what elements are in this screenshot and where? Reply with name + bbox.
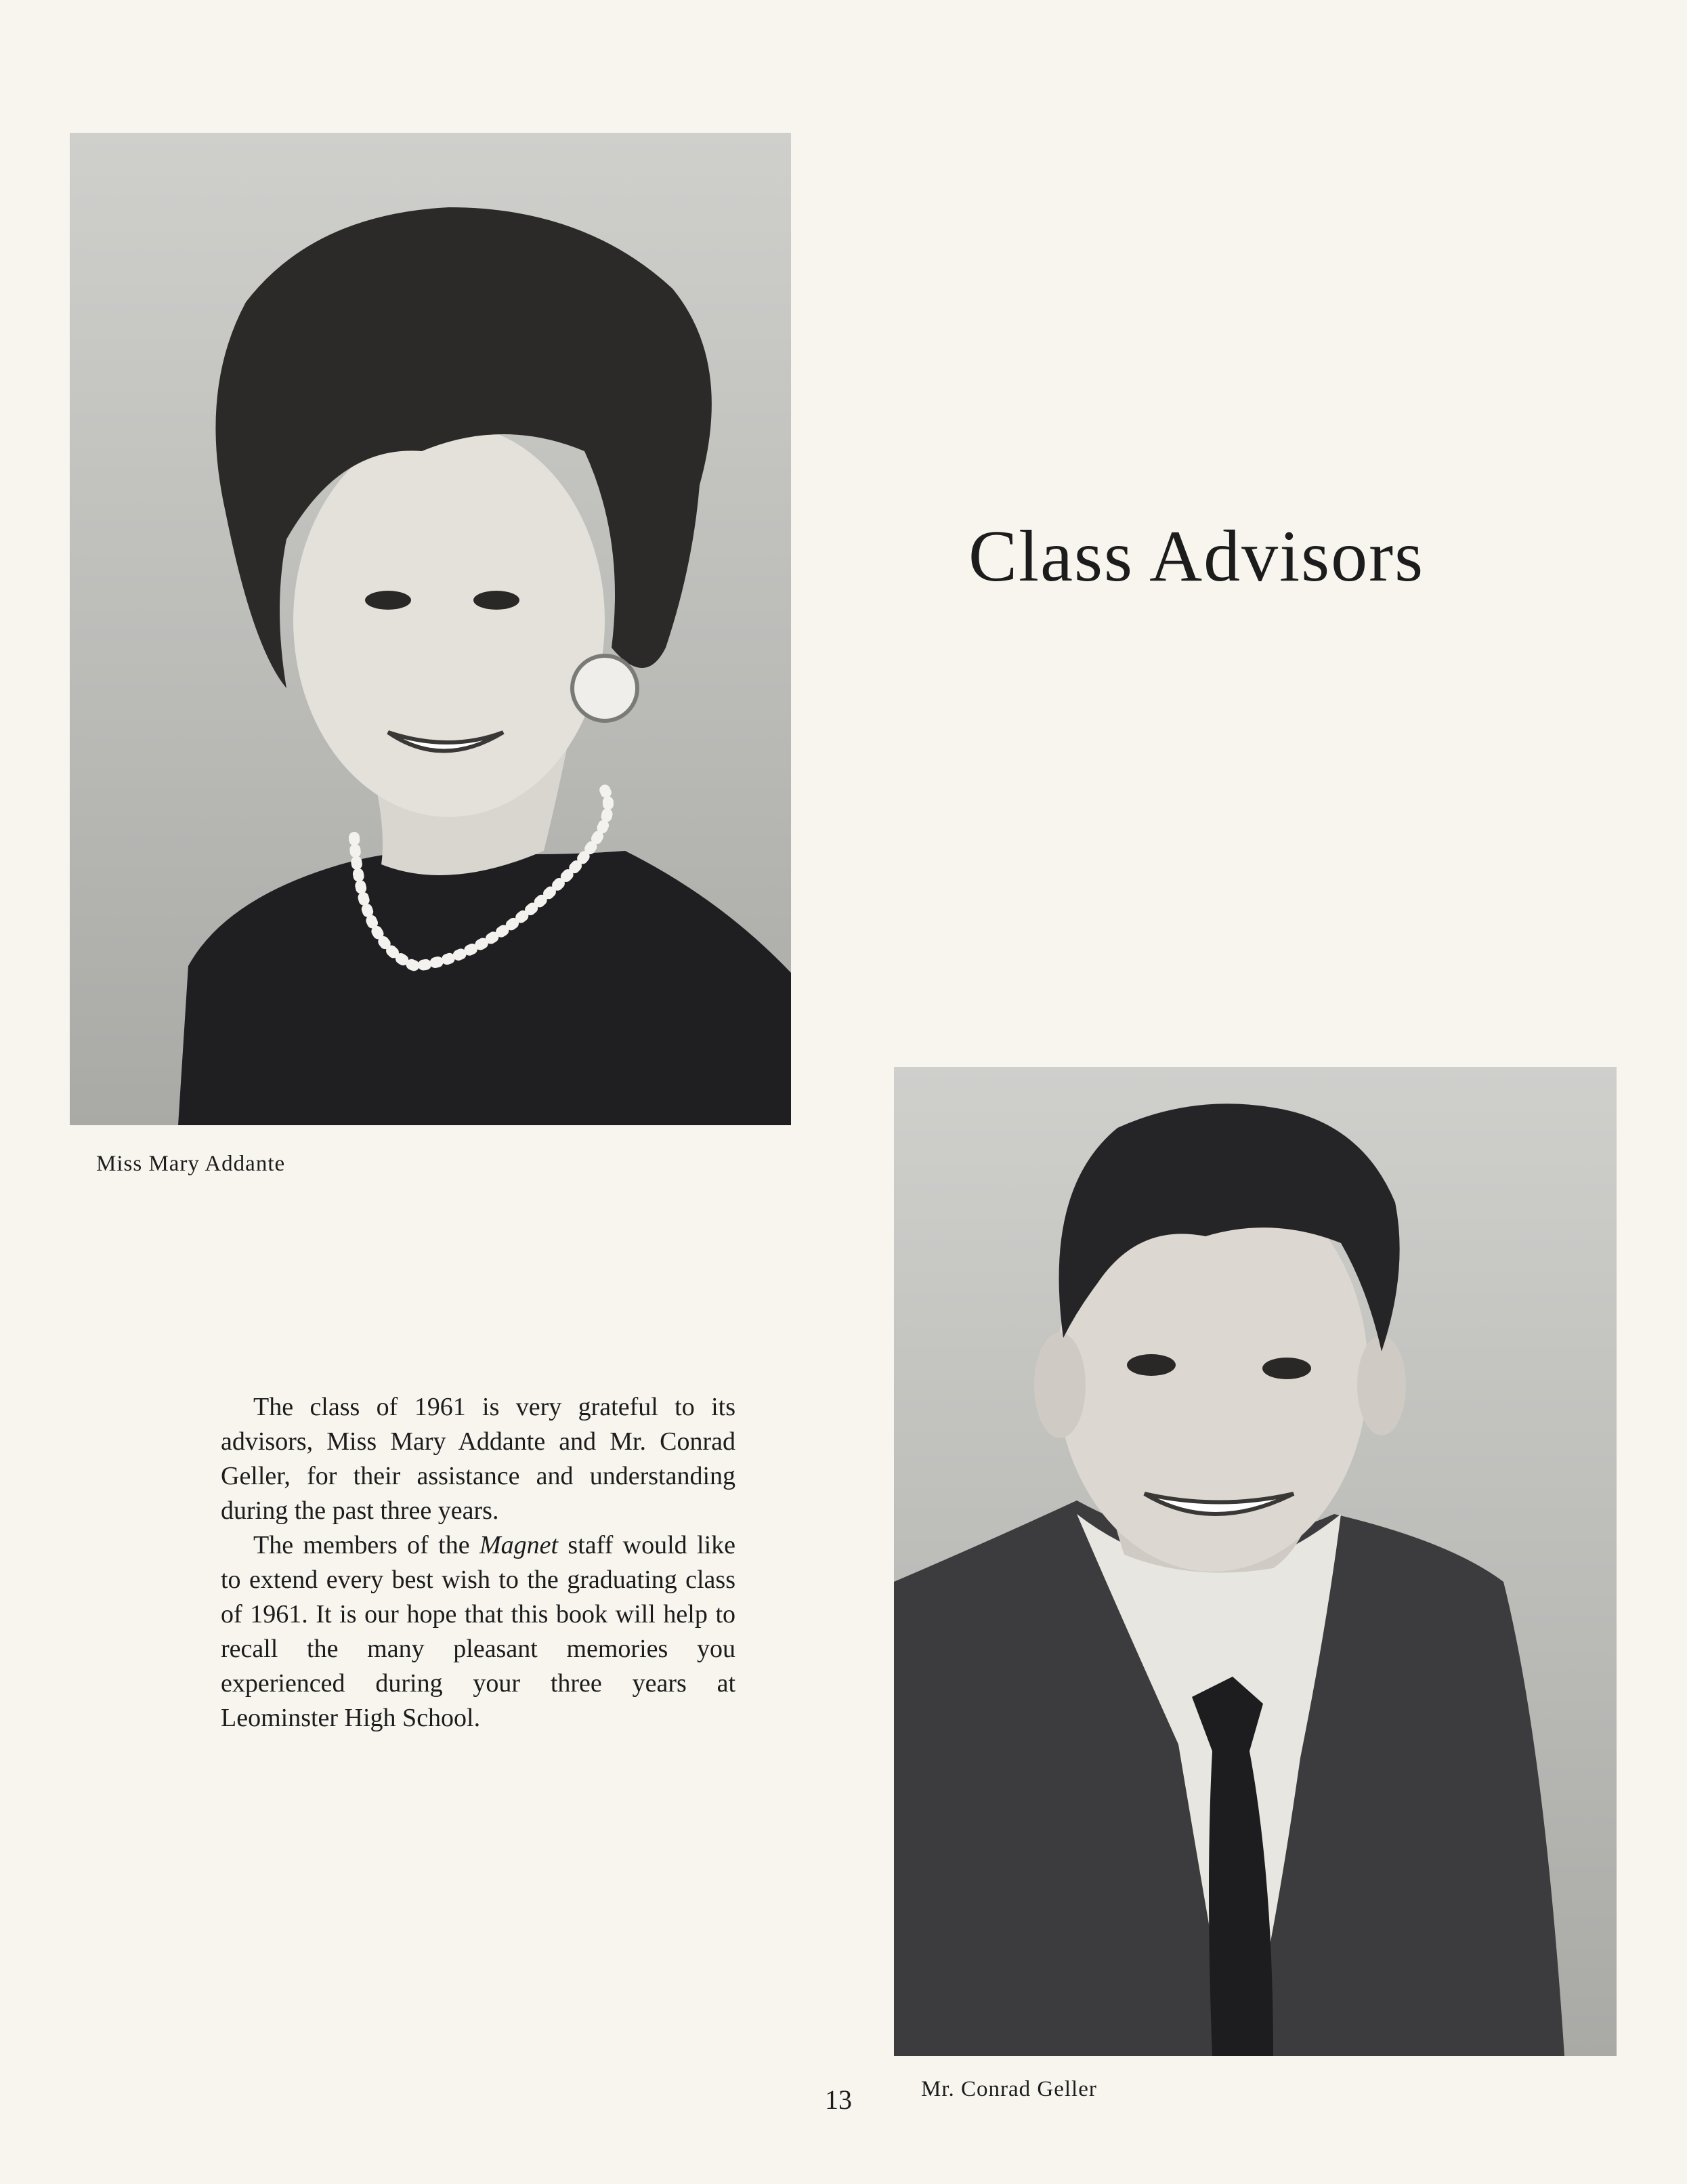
portrait-photo-addante bbox=[70, 133, 791, 1125]
page-number: 13 bbox=[825, 2084, 852, 2115]
portrait-addante-image bbox=[70, 133, 791, 1125]
caption-geller: Mr. Conrad Geller bbox=[921, 2077, 1097, 2101]
paragraph-2 bbox=[221, 1528, 735, 1736]
paragraph-2-start: The members of the bbox=[253, 1531, 479, 1559]
advisors-paragraph-block bbox=[221, 1390, 735, 1736]
magnet-title: Magnet bbox=[479, 1531, 559, 1559]
page-title: Class Advisors bbox=[968, 516, 1425, 597]
paragraph-1: The class of 1961 is very grateful to its advisors, Miss Mary Addante and Mr. Conrad Geller, for their assistance and understanding during the past three years. bbox=[221, 1393, 735, 1525]
portrait-geller-image bbox=[894, 1067, 1617, 2056]
paragraph-2-end: staff would like to extend every best wish to the graduating class of 1961. It is our hope that this book will help to recall the many pleasant memories you experienced during your three years at Leominster High School. bbox=[221, 1531, 735, 1732]
caption-addante: Miss Mary Addante bbox=[96, 1152, 286, 1176]
portrait-photo-geller bbox=[894, 1067, 1617, 2056]
